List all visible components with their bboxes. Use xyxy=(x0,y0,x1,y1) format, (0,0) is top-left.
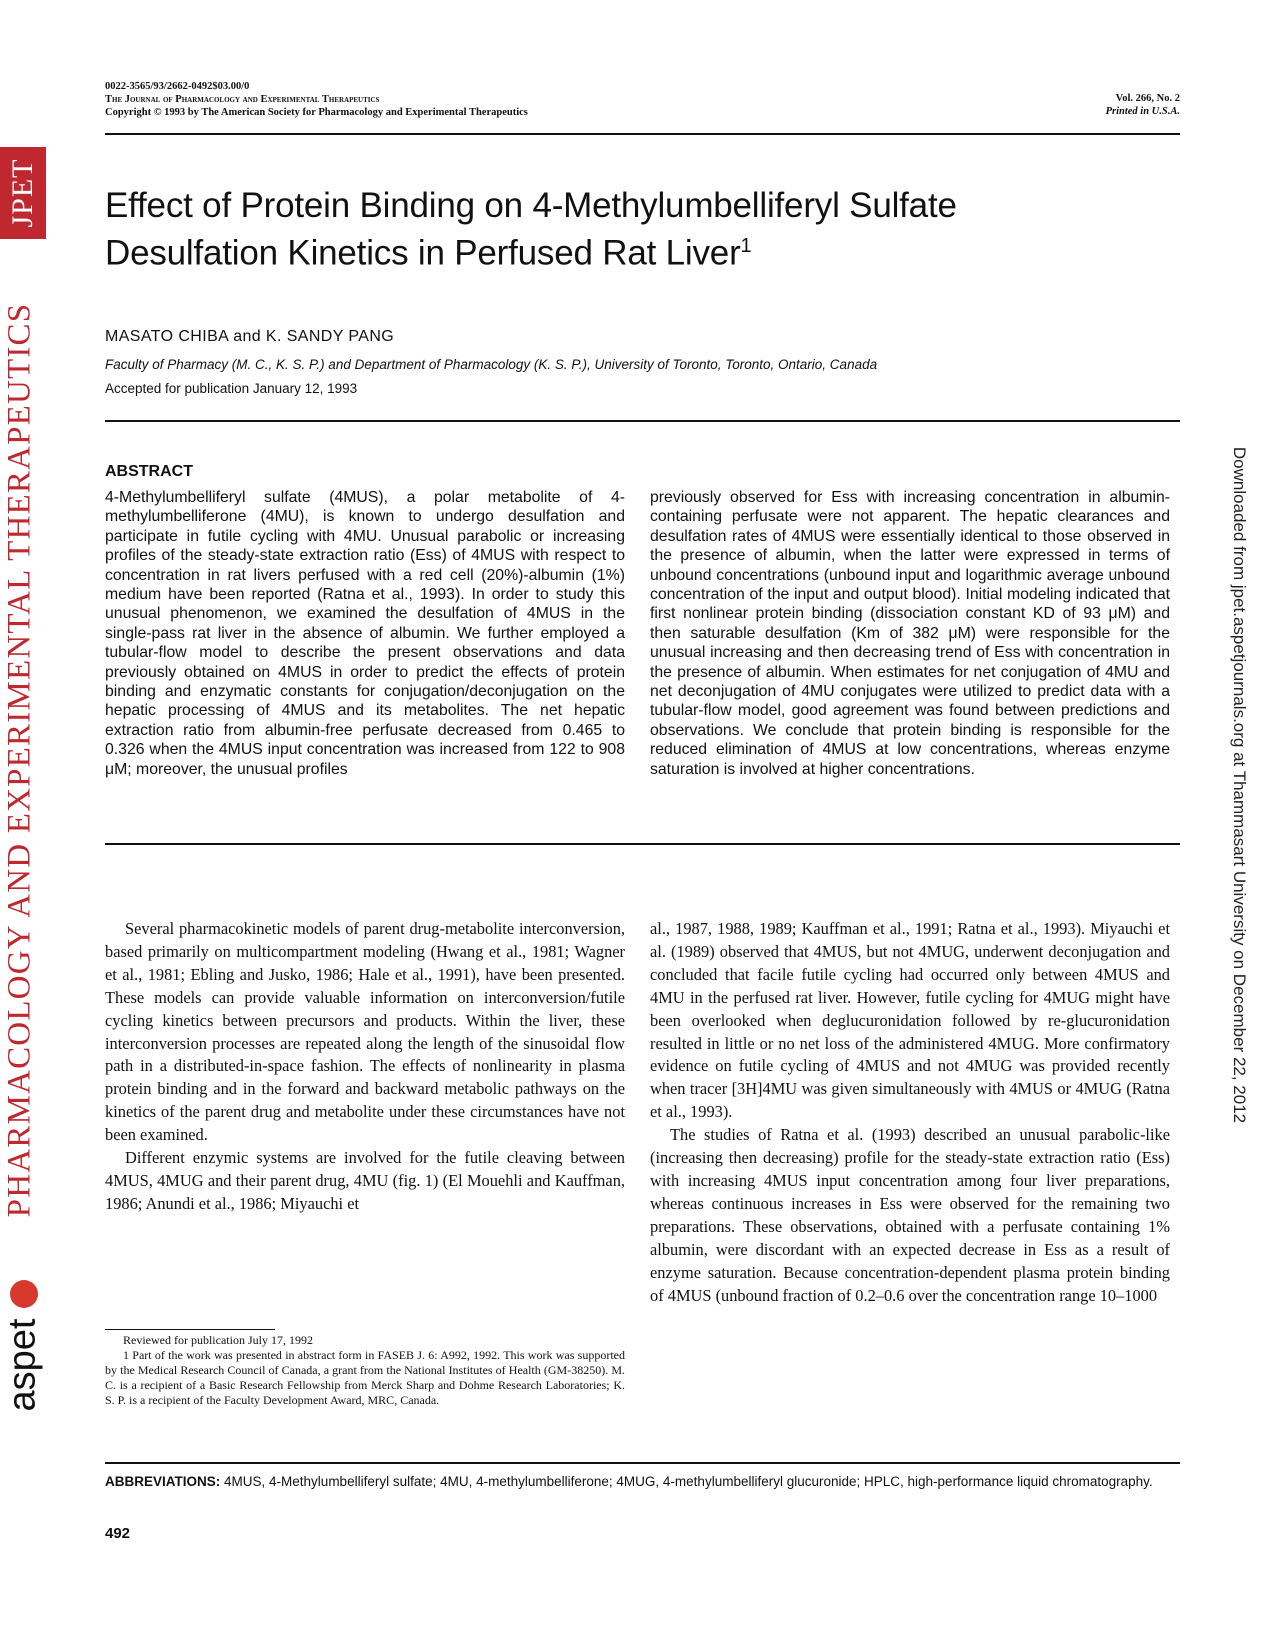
journal-name: The Journal of Pharmacology and Experimental Therapeutics xyxy=(105,94,380,105)
abstract-heading: ABSTRACT xyxy=(105,463,193,480)
page-number: 492 xyxy=(105,1525,131,1542)
abbreviations xyxy=(105,1472,1180,1491)
publisher-logo-text: aspet xyxy=(1,1318,44,1412)
footnote-1: 1 Part of the work was presented in abstract form in FASEB J. 6: A992, 1992. This work was supported by the Medical Research Council of Canada, a grant from the National Institutes of Health (GM-38250). M. C. is a recipient of a Basic Research Fellowship from Merck Sharp and Dohme Research Laboratories; K. S. P. is a recipient of the Faculty Development Award, MRC, Canada. xyxy=(105,1348,625,1407)
authors: MASATO CHIBA and K. SANDY PANG xyxy=(105,328,395,345)
title-line-2: Desulfation Kinetics in Perfused Rat Liver xyxy=(105,233,741,273)
footnote-rule xyxy=(105,1329,275,1330)
abbrev-rule xyxy=(105,1462,1180,1464)
journal-badge xyxy=(0,147,46,239)
volume-info: Vol. 266, No. 2 xyxy=(1115,93,1180,104)
title-line-1: Effect of Protein Binding on 4-Methylumbelliferyl Sulfate xyxy=(105,186,957,225)
affiliation: Faculty of Pharmacy (M. C., K. S. P.) and Department of Pharmacology (K. S. P.), University of Toronto, Toronto, Ontario, Canada xyxy=(105,357,878,372)
reviewed-date: Reviewed for publication July 17, 1992 xyxy=(123,1333,313,1347)
title-footnote-mark: 1 xyxy=(740,235,752,257)
body-right-column xyxy=(650,918,1170,1307)
abbreviations-label: ABBREVIATIONS: xyxy=(105,1474,221,1489)
article-title xyxy=(105,185,1105,274)
footnotes xyxy=(105,1333,625,1408)
article-code: 0022-3565/93/2662-0492$03.00/0 xyxy=(105,81,250,92)
body-paragraph: al., 1987, 1988, 1989; Kauffman et al., 1991; Ratna et al., 1993). Miyauchi et al. (1989) observed that 4MUS, but not 4MUG, underwent deconjugation and concluded that facile futile cycling had occurred only between 4MUS and 4MU in the perfused rat liver. However, futile cycling for 4MUG might have been overlooked when deglucuronidation followed by re-glucuronidation resulted in little or no net loss of the administered 4MUG. More confirmatory evidence on futile cycling of 4MUS and not 4MUG was provided recently when tracer [3H]4MU was given simultaneously with 4MUS or 4MUG (Ratna et al., 1993). xyxy=(650,919,1170,1122)
journal-badge-label: JPET xyxy=(6,158,39,228)
copyright-line: Copyright © 1993 by The American Society for Pharmacology and Experimental Therapeutics xyxy=(105,107,528,118)
abstract-left-column: 4-Methylumbelliferyl sulfate (4MUS), a polar metabolite of 4-methylumbelliferone (4MU), is known to undergo desulfation and participate in futile cycling with 4MU. Unusual parabolic or increasing profiles of the steady-state extraction ratio (Ess) of 4MUS with respect to concentration in rat livers perfused with a red cell (20%)-albumin (1%) medium have been reported (Ratna et al., 1993). In order to study this unusual phenomenon, we examined the desulfation of 4MUS in the single-pass rat liver in the absence of albumin. We further employed a tubular-flow model to describe the present observations and data previously obtained on 4MUS in order to predict the effects of protein binding and enzymatic constants for conjugation/deconjugation on the hepatic processing of 4MUS and its metabolites. The net hepatic extraction ratio from albumin-free perfusate decreased from 0.465 to 0.326 when the 4MUS input concentration was increased from 122 to 908 μM; moreover, the unusual profiles xyxy=(105,489,625,778)
logo-mark-icon xyxy=(10,1280,38,1308)
body-paragraph: The studies of Ratna et al. (1993) described an unusual parabolic-like (increasing then decreasing) profile for the steady-state extraction ratio (Ess) with increasing 4MUS input concentration among four liver preparations, whereas continuous increases in Ess were observed for the remaining two preparations. These observations, obtained with a perfusate containing 1% albumin, were discordant with an expected decrease in Ess as a result of enzyme saturation. Because concentration-dependent plasma protein binding of 4MUS (unbound fraction of 0.2–0.6 over the concentration range 10–1000 xyxy=(650,1125,1170,1305)
abstract-rule xyxy=(105,843,1180,845)
accepted-date: Accepted for publication January 12, 1993 xyxy=(105,381,358,396)
download-note: Downloaded from jpet.aspetjournals.org at Thammasart University on December 22, 2012 xyxy=(1230,446,1249,1124)
abbreviations-text: 4MUS, 4-Methylumbelliferyl sulfate; 4MU, 4-methylumbelliferone; 4MUG, 4-methylumbelliferyl glucuronide; HPLC, high-performance liquid chromatography. xyxy=(224,1474,1153,1489)
printed-in: Printed in U.S.A. xyxy=(1105,106,1180,117)
header-left xyxy=(105,80,528,119)
journal-vertical-title: PHARMACOLOGY AND EXPERIMENTAL THERAPEUTICS xyxy=(1,302,38,1218)
body-left-column xyxy=(105,918,625,1216)
body-paragraph: Several pharmacokinetic models of parent drug-metabolite interconversion, based primarily on multicompartment modeling (Hwang et al., 1981; Wagner et al., 1981; Ebling and Jusko, 1986; Hale et al., 1991), have been presented. These models can provide valuable information on interconversion/futile cycling kinetics between precursors and products. Within the liver, these interconversion processes are repeated along the length of the sinusoidal flow path in a distributed-in-space fashion. The effects of nonlinearity in plasma protein binding and in the forward and backward metabolic pathways on the kinetics of the parent drug and metabolite under these circumstances have not been examined. xyxy=(105,919,625,1145)
body-paragraph: Different enzymic systems are involved for the futile cleaving between 4MUS, 4MUG and their parent drug, 4MU (fig. 1) (El Mouehli and Kauffman, 1986; Anundi et al., 1986; Miyauchi et xyxy=(105,1148,625,1213)
abstract-right-column: previously observed for Ess with increasing concentration in albumin-containing perfusate were not apparent. The hepatic clearances and desulfation rates of 4MUS were essentially identical to those observed in the presence of albumin, when the latter were expressed in terms of unbound concentrations (unbound input and logarithmic average unbound concentration of the input and output blood). Initial modeling indicated that first nonlinear protein binding (dissociation constant KD of 93 μM) and then saturable desulfation (Km of 382 μM) were responsible for the unusual increasing and then decreasing trend of Ess with concentration in the presence of albumin. When estimates for net conjugation of 4MU and net deconjugation of 4MU conjugates were utilized to predict data with a tubular-flow model, good agreement was found between predictions and observations. We conclude that protein binding is responsible for the reduced elimination of 4MUS at low concentrations, whereas enzyme saturation is involved at higher concentrations. xyxy=(650,489,1170,778)
header-rule xyxy=(105,133,1180,135)
title-rule xyxy=(105,420,1180,422)
publisher-logo xyxy=(0,1280,46,1420)
header-right xyxy=(1106,92,1180,118)
